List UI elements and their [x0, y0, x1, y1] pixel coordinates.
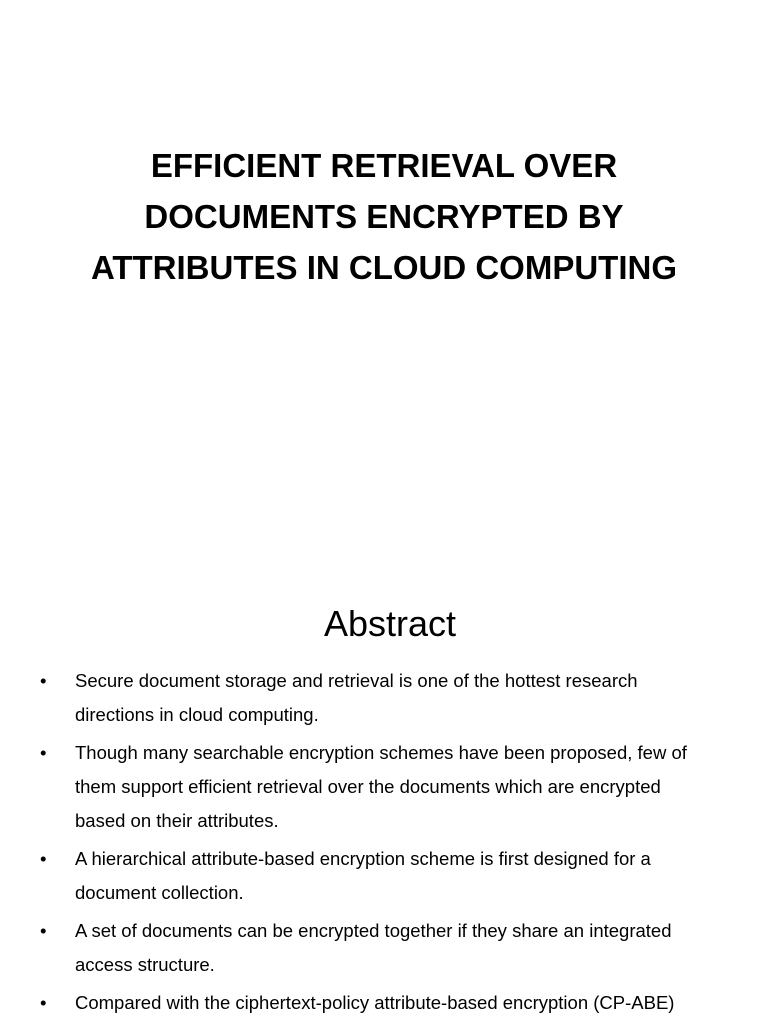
title-line: ATTRIBUTES IN CLOUD COMPUTING [90, 249, 678, 286]
abstract-bullet-list [40, 664, 740, 1024]
bullet-text-line: Secure document storage and retrieval is one of the hottest research [75, 670, 638, 691]
bullet-text-line: A set of documents can be encrypted together if they share an integrated [75, 920, 672, 941]
bullet-text-line: Though many searchable encryption schemes have been proposed, few of [75, 742, 687, 763]
bullet-icon: • [40, 992, 47, 1013]
slide-title [0, 140, 768, 293]
bullet-item [40, 986, 740, 1020]
bullet-item [40, 664, 740, 732]
bullet-icon: • [40, 848, 47, 869]
bullet-text-line: document collection. [75, 882, 244, 903]
abstract-heading: Abstract [323, 603, 457, 644]
bullet-item [40, 842, 740, 910]
bullet-icon: • [40, 920, 47, 941]
bullet-text-line: directions in cloud computing. [75, 704, 319, 725]
bullet-icon: • [40, 670, 47, 691]
bullet-text-line: Compared with the ciphertext-policy attribute-based encryption (CP-ABE) [75, 992, 675, 1013]
bullet-item [40, 736, 740, 838]
bullet-text-line: access structure. [75, 954, 215, 975]
bullet-text-line: based on their attributes. [75, 810, 279, 831]
bullet-icon: • [40, 742, 47, 763]
bullet-text-line: them support efficient retrieval over the documents which are encrypted [75, 776, 661, 797]
title-line: EFFICIENT RETRIEVAL OVER [150, 147, 618, 184]
bullet-item [40, 914, 740, 982]
bullet-text-line: A hierarchical attribute-based encryption scheme is first designed for a [75, 848, 651, 869]
title-line: DOCUMENTS ENCRYPTED BY [144, 198, 624, 235]
